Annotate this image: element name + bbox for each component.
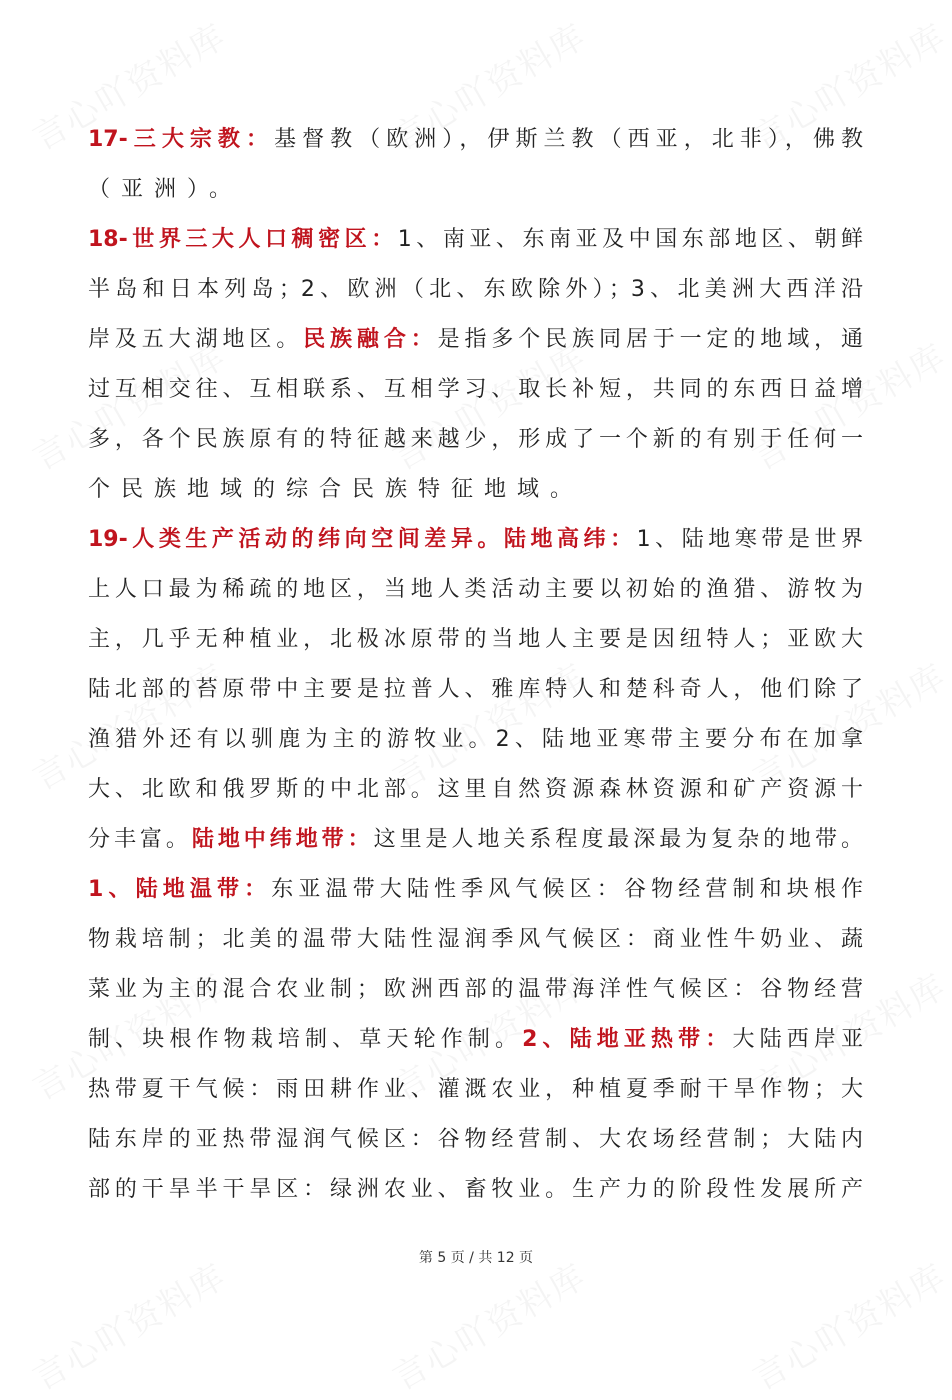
heading-text: 17-三大宗教：: [88, 127, 275, 152]
watermark-text: [22, 1249, 234, 1399]
body-text: 大陆西岸亚: [732, 1027, 863, 1052]
text-line: [88, 372, 863, 422]
text-line: [88, 472, 863, 522]
body-text: 部的干旱半干旱区：绿洲农业、畜牧业。生产力的阶段性发展所产: [88, 1177, 863, 1202]
text-line: [88, 572, 863, 622]
body-text: 陆北部的苔原带中主要是拉普人、雅库特人和楚科奇人，他们除了: [88, 677, 863, 702]
heading-text: 18-世界三大人口稠密区：: [88, 227, 398, 252]
text-line: [88, 922, 863, 972]
text-line: [88, 322, 863, 372]
text-line: [88, 422, 863, 472]
text-line: [88, 122, 863, 172]
body-text: 1、南亚、东南亚及中国东部地区、朝鲜: [397, 227, 864, 252]
text-line: [88, 272, 863, 322]
body-text: 是指多个民族同居于一定的地域，通: [437, 327, 863, 352]
body-text: 分丰富。: [88, 827, 192, 852]
body-text: 过互相交往、互相联系、互相学习、取长补短，共同的东西日益增: [88, 377, 863, 402]
watermark-text: [382, 1249, 594, 1399]
body-text: 大、北欧和俄罗斯的中北部。这里自然资源森林资源和矿产资源十: [88, 777, 863, 802]
heading-text: 民族融合：: [303, 327, 438, 352]
body-text: 制、块根作物栽培制、草天轮作制。: [88, 1027, 523, 1052]
body-text: 个民族地域的综合民族特征地域。: [88, 477, 584, 502]
text-line: [88, 1072, 863, 1122]
text-line: [88, 222, 863, 272]
text-line: [88, 672, 863, 722]
body-text: 渔猎外还有以驯鹿为主的游牧业。2、陆地亚寒带主要分布在加拿: [88, 727, 863, 752]
body-text: 多，各个民族原有的特征越来越少，形成了一个新的有别于任何一: [88, 427, 863, 452]
body-text: 岸及五大湖地区。: [88, 327, 304, 352]
body-text: 菜业为主的混合农业制；欧洲西部的温带海洋性气候区：谷物经营: [88, 977, 863, 1002]
body-text: 半岛和日本列岛；2、欧洲（北、东欧除外）；3、北美洲大西洋沿: [88, 277, 863, 302]
watermark-text: [742, 1249, 952, 1399]
heading-text: 陆地中纬地带：: [191, 827, 374, 852]
body-text: 热带夏干气候：雨田耕作业、灌溉农业，种植夏季耐干旱作物；大: [88, 1077, 863, 1102]
text-line: [88, 1022, 863, 1072]
body-text: 上人口最为稀疏的地区，当地人类活动主要以初始的渔猎、游牧为: [88, 577, 863, 602]
page-number: 第 5 页 / 共 12 页: [418, 1250, 534, 1266]
text-line: [88, 872, 863, 922]
body-text: 这里是人地关系程度最深最为复杂的地带。: [373, 827, 863, 852]
heading-text: 2、陆地亚热带：: [522, 1027, 733, 1052]
text-line: [88, 622, 863, 672]
text-line: [88, 772, 863, 822]
heading-text: 19-人类生产活动的纬向空间差异。陆地高纬：: [88, 527, 637, 552]
body-text: 东亚温带大陆性季风气候区：谷物经营制和块根作: [271, 877, 863, 902]
text-line: [88, 822, 863, 872]
text-line: [88, 1172, 863, 1222]
text-line: [88, 1122, 863, 1172]
body-text: 物栽培制；北美的温带大陆性湿润季风气候区：商业性牛奶业、蔬: [88, 927, 863, 952]
body-text: （亚洲）。: [88, 177, 243, 202]
body-text: 主，几乎无种植业，北极冰原带的当地人主要是因纽特人；亚欧大: [88, 627, 863, 652]
body-text: 陆东岸的亚热带湿润气候区：谷物经营制、大农场经营制；大陆内: [88, 1127, 863, 1152]
heading-text: 1、陆地温带：: [88, 877, 272, 902]
text-line: [88, 722, 863, 772]
body-text: 基督教（欧洲），伊斯兰教（西亚，北非），佛教: [274, 127, 863, 152]
text-line: [88, 172, 863, 222]
text-line: [88, 522, 863, 572]
document-body: [88, 122, 863, 1222]
body-text: 1、陆地寒带是世界: [636, 527, 863, 552]
text-line: [88, 972, 863, 1022]
